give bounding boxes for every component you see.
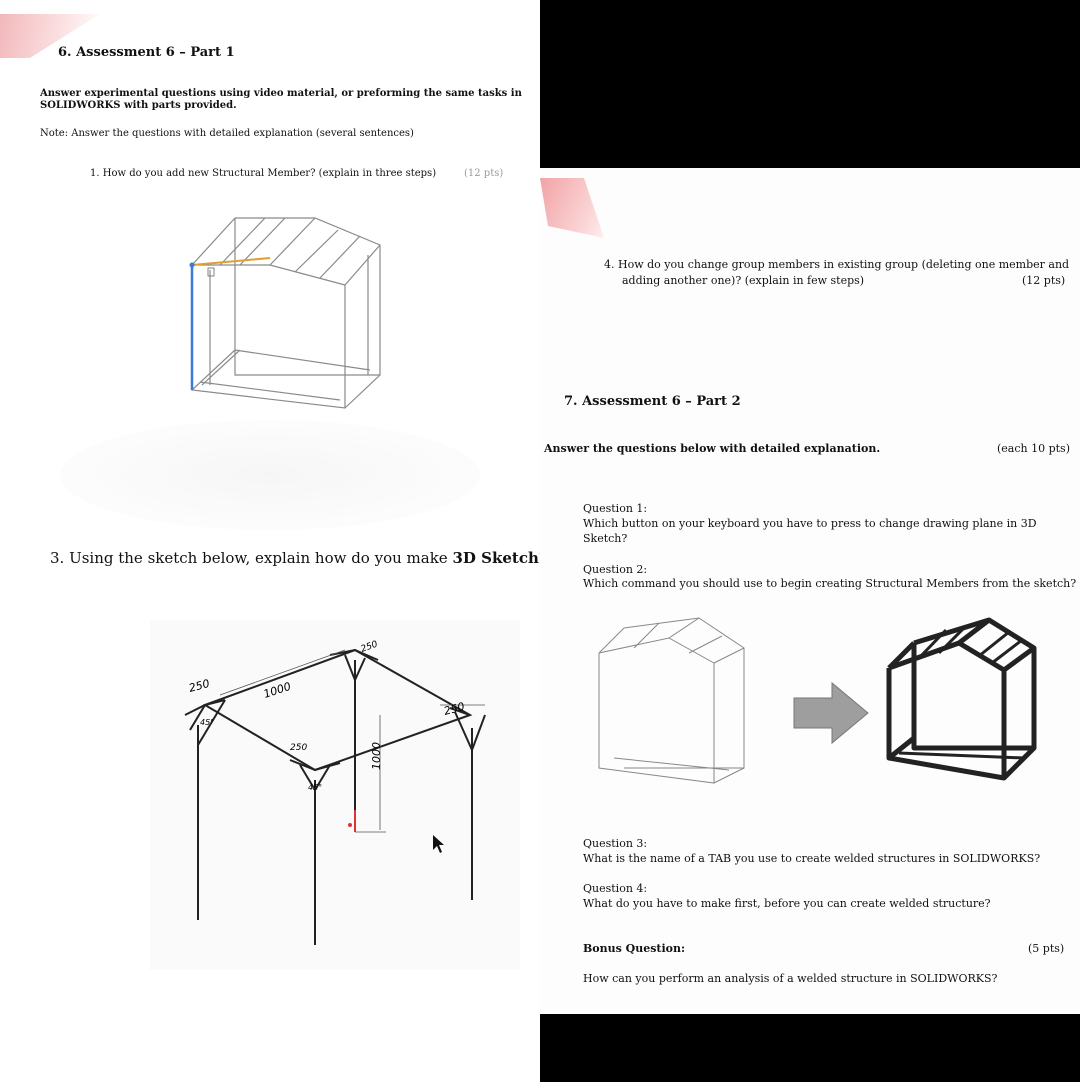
- question-1-points: (12 pts): [464, 168, 504, 179]
- right-arrow-icon: [794, 683, 868, 743]
- structural-frame-figure: [180, 200, 420, 420]
- section-7-title: 7. Assessment 6 – Part 2: [564, 394, 741, 409]
- sketch-to-weldment-figure: [594, 608, 1074, 798]
- dim-250-mid: 250: [290, 743, 308, 753]
- p2-question-4-text: What do you have to make first, before you can create welded structure?: [583, 897, 991, 910]
- question-4-line-2: adding another one)? (explain in few steps): [622, 274, 865, 287]
- intro-line-2: SOLIDWORKS with parts provided.: [40, 100, 237, 111]
- p2-question-1-line-2: Sketch?: [583, 532, 628, 545]
- bonus-question-points: (5 pts): [1028, 942, 1065, 955]
- black-band-top: [540, 0, 1080, 168]
- p2-question-4-label: Question 4:: [583, 882, 648, 895]
- p2-question-3-text: What is the name of a TAB you use to create welded structures in SOLIDWORKS?: [583, 852, 1041, 865]
- dim-1000-vertical: 1000: [370, 742, 383, 770]
- right-document-page: [540, 168, 1080, 1014]
- p2-question-1-line-1: Which button on your keyboard you have to press to change drawing plane in 3D: [583, 517, 1037, 530]
- bonus-question-label: Bonus Question:: [583, 942, 686, 955]
- section-6-title: 6. Assessment 6 – Part 1: [58, 45, 235, 60]
- bonus-question-text: How can you perform an analysis of a welded structure in SOLIDWORKS?: [583, 972, 998, 985]
- dim-1000-top: 1000: [261, 679, 293, 701]
- black-band-bottom: [540, 1014, 1080, 1082]
- dim-250-topright: 250: [359, 639, 380, 655]
- question-4-line-1: 4. How do you change group members in existing group (deleting one member and: [604, 258, 1070, 271]
- part2-instructions: Answer the questions below with detailed explanation.: [544, 442, 881, 455]
- red-corner-decoration-right: [540, 178, 620, 238]
- part2-points: (each 10 pts): [997, 442, 1070, 455]
- watermark-decoration: [60, 420, 480, 530]
- p2-question-2-label: Question 2:: [583, 563, 648, 576]
- p2-question-3-label: Question 3:: [583, 837, 648, 850]
- dim-45-mid: 45°: [308, 783, 323, 792]
- intro-line-1: Answer experimental questions using video material, or preforming the same tasks in: [40, 88, 522, 99]
- p2-question-2-text: Which command you should use to begin creating Structural Members from the sketch?: [583, 577, 1077, 590]
- note-text: Note: Answer the questions with detailed explanation (several sentences): [40, 128, 414, 139]
- question-3-text: 3. Using the sketch below, explain how do you make 3D Sketch: [50, 549, 539, 567]
- dim-250-left: 250: [187, 676, 212, 695]
- dim-45-left: 45°: [200, 718, 215, 727]
- dim-250-right: 250: [442, 699, 467, 718]
- question-1-text: 1. How do you add new Structural Member? (explain in three steps): [90, 168, 437, 179]
- p2-question-1-label: Question 1:: [583, 502, 648, 515]
- 3d-sketch-figure: [150, 620, 520, 970]
- pointer-cursor-icon: [432, 834, 446, 854]
- question-4-points: (12 pts): [1022, 274, 1066, 287]
